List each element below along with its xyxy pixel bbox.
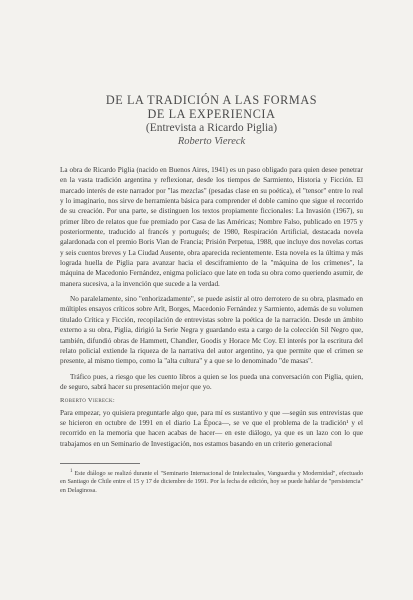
title-line-1: DE LA TRADICIÓN A LAS FORMAS xyxy=(105,93,318,107)
footnote-mark: 1 xyxy=(70,468,73,474)
footnote xyxy=(60,470,363,495)
body-paragraph-1: La obra de Ricardo Piglia (nacido en Buenos Aires, 1941) es un paso obligado para quien desee penetrar en la vasta tradición argentina y reflexionar, desde los tiempos de Sarmiento, Historia y Ficción. El marcado interés de este narrador por "las mezclas" (pesadas clase en su poética), el "tensor" entre lo real y lo imaginario, nos sirve de herramienta básica para comprender el doble camino que sigue el recorrido de su creación. Por una parte, se distinguen los textos propiamente ficcionales: La Invasión (1967), su primer libro de relatos que fue premiado por Casa de las Américas; Nombre Falso, publicado en 1975 y posteriormente, traducido al francés y portugués; de 1980, Respiración Artificial, destacada novela galardonada con el premio Boris Vian de Francia; Prisión Perpetua, 1988, que incluye dos novelas cortas y seis cuentos breves y La Ciudad Ausente, obra aparecida recientemente. Esta novela es la última y más lograda huella de Piglia para avanzar hacia el desciframiento de la "máquina de los crímenes", la máquina de Macedonio Fernández, enigma policíaco que late en toda su obra como queriendo asumir, de manera sucesiva, a la invención que sucede a la verdad. xyxy=(60,166,363,288)
article-body xyxy=(60,165,363,449)
body-paragraph-3: Tráfico pues, a riesgo que les cuento libros a quien se los pueda una conversación con Piglia, quien, de seguro, sabrá hacer su presentación mejor que yo. xyxy=(60,372,363,391)
footnote-divider xyxy=(60,463,140,464)
title-line-2: DE LA EXPERIENCIA xyxy=(147,107,276,121)
footnote-text: Este diálogo se realizó durante el "Seminario Internacional de Intelectuales, Vanguardia y Modernidad", efectuado en Santiago de Chile entre el 15 y 17 de diciembre de 1991. Por la fecha de edición, hoy se puede hablar de "persistencia" en Delaginosa. xyxy=(60,469,364,494)
article-author: Roberto Viereck xyxy=(177,136,246,147)
body-paragraph-4: Para empezar, yo quisiera preguntarle algo que, para mí es sustantivo y que —según sus entrevistas que se hicieron en octubre de 1991 en el diario La Época—, se ve que el problema de la tradición¹ y el recorrido en la memoria que hacen acabas de hacer— en este diálogo, ya que es un lazo con lo que trabajamos en un Seminario de Investigación, nos estamos basando en un criterio generacional xyxy=(60,408,363,448)
article-header xyxy=(60,0,363,148)
article-title xyxy=(60,93,363,121)
interviewer-label: Roberto Viereck: xyxy=(60,397,115,405)
article-subtitle: (Entrevista a Ricardo Piglia) xyxy=(145,122,278,134)
body-paragraph-2: No paralelamente, sino "enhorizadamente", se puede asistir al otro derrotero de su obra, plasmado en múltiples ensayos críticos sobre Arlt, Borges, Macedonio Fernández y Sarmiento, además de su volumen titulado Crítica y Ficción, recopilación de entrevistas sobre la poética de la narración. Desde un ámbito externo a su obra, Piglia, dirigió la Serie Negra y guardando esta a cargo de la colección Sil Negro que, también, difundió obras de Hammett, Chandler, Goodis y Horace Mc Coy. El interés por la escritura del relato policial extiende la riqueza de la narrativa del autor argentino, ya que permite que el crimen se presente, al mismo tiempo, como la "alta cultura" y a que se lo denominado "de masas". xyxy=(60,295,363,366)
